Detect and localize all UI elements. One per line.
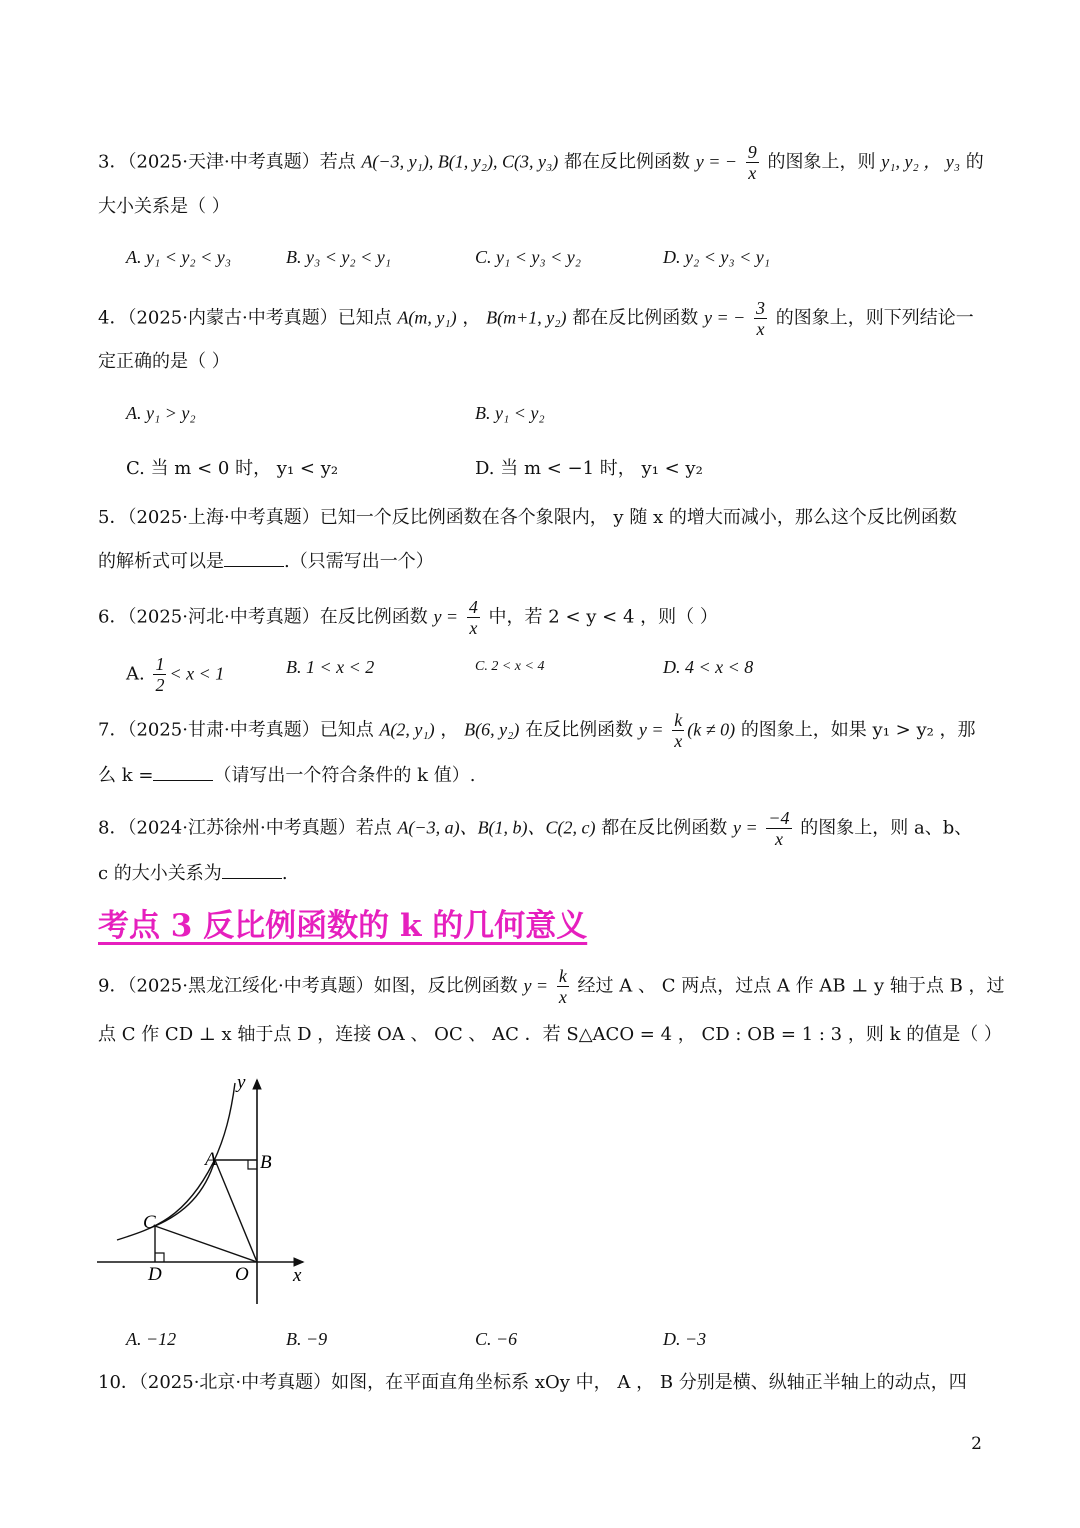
q4-frac-den: x bbox=[756, 319, 765, 339]
section-heading: 考点 3 反比例函数的 k 的几何意义 bbox=[98, 908, 588, 944]
q4-option-b[interactable]: B. y₁ < y₂ bbox=[475, 403, 545, 423]
fig-label-x: x bbox=[293, 1265, 302, 1286]
q7-frac-num: k bbox=[674, 710, 683, 730]
q7-frac-den: x bbox=[674, 731, 683, 751]
q9-option-c[interactable]: C. −6 bbox=[475, 1329, 518, 1349]
q9-line1 bbox=[98, 966, 1005, 1007]
q8-line1 bbox=[98, 808, 972, 849]
q7-line2 bbox=[98, 762, 476, 789]
q5-answer-blank[interactable] bbox=[224, 548, 284, 567]
q6-option-a-den: 2 bbox=[155, 675, 165, 695]
q9-fraction bbox=[557, 966, 569, 1007]
q8-frac-den: x bbox=[774, 829, 783, 849]
q4-frac-num: 3 bbox=[756, 298, 766, 318]
q8-line2 bbox=[98, 860, 288, 887]
q7-fraction bbox=[672, 710, 684, 751]
q9-yeq: y = bbox=[523, 975, 549, 996]
q7-condition: (k ≠ 0) bbox=[687, 719, 736, 740]
q6-stem: 6．（2025·河北·中考真题）在反比例函数 bbox=[98, 606, 428, 628]
q7-text4: （请写出一个符合条件的 k 值）. bbox=[213, 765, 476, 786]
q9-text: 经过 A 、 C 两点，过点 A 作 AB ⊥ y 轴于点 B ，过 bbox=[577, 975, 1005, 997]
q7-line1 bbox=[98, 710, 976, 751]
q9-line2: 点 C 作 CD ⊥ x 轴于点 D ，连接 OA 、 OC 、 AC ．若 S△ACO = 4 ， CD : OB = 1 : 3 ，则 k 的值是（ ） bbox=[98, 1024, 1002, 1045]
q8-yeq: y = bbox=[733, 817, 758, 838]
q4-line2: 定正确的是（ ） bbox=[98, 351, 230, 372]
q6-option-d[interactable]: D. 4 < x < 8 bbox=[663, 657, 754, 677]
q5-text: 的解析式可以是 bbox=[98, 551, 224, 572]
q3-points: A(−3, y₁), B(1, y₂), C(3, y₃) bbox=[361, 151, 559, 172]
q9-option-b[interactable]: B. −9 bbox=[286, 1329, 328, 1349]
q3-fraction bbox=[746, 142, 759, 183]
q9-option-d[interactable]: D. −3 bbox=[663, 1329, 707, 1349]
q3-frac-den: x bbox=[748, 163, 757, 183]
q7-answer-blank[interactable] bbox=[153, 762, 213, 781]
q8-fraction bbox=[766, 808, 791, 849]
q6-option-a-fraction bbox=[153, 654, 166, 695]
q7-point-b: B(6, y₂) bbox=[464, 719, 520, 740]
q4-fraction bbox=[754, 298, 767, 339]
fig-label-d: D bbox=[148, 1264, 162, 1285]
q9-stem: 9．（2025·黑龙江绥化·中考真题）如图，反比例函数 bbox=[98, 975, 518, 997]
q7-text3: 么 k = bbox=[98, 765, 154, 786]
q3-stem: 3．（2025·天津·中考真题）若点 bbox=[98, 151, 356, 173]
q6-line1 bbox=[98, 597, 718, 638]
q4-point-a: A(m, y₁) bbox=[397, 307, 457, 328]
q6-frac-num: 4 bbox=[468, 597, 478, 617]
q6-option-a[interactable] bbox=[126, 654, 224, 695]
page-number: 2 bbox=[971, 1434, 982, 1454]
q6-option-a-rest: < x < 1 bbox=[169, 663, 225, 684]
q4-option-d[interactable]: D. 当 m < −1 时， y₁ < y₂ bbox=[475, 458, 703, 479]
q7-stem: 7．（2025·甘肃·中考真题）已知点 bbox=[98, 719, 374, 741]
q6-yeq: y = bbox=[433, 606, 459, 627]
q3-line1 bbox=[98, 142, 984, 183]
q10-line1: 10．（2025·北京·中考真题）如图，在平面直角坐标系 xOy 中， A ， B 分别是横、纵轴正半轴上的动点，四 bbox=[98, 1372, 967, 1393]
q8-points: A(−3, a)、B(1, b)、C(2, c) bbox=[397, 817, 596, 838]
q4-option-a[interactable]: A. y₁ > y₂ bbox=[126, 403, 196, 423]
q4-line1 bbox=[98, 298, 974, 339]
q6-option-c[interactable]: C. 2 < x < 4 bbox=[475, 659, 545, 674]
fig-label-a: A bbox=[205, 1149, 217, 1170]
hyperbola-curve bbox=[117, 1083, 235, 1240]
q6-frac-den: x bbox=[469, 618, 478, 638]
q3-option-d[interactable]: D. y₂ < y₃ < y₁ bbox=[663, 247, 771, 267]
q7-sep: ， bbox=[440, 719, 459, 741]
q3-option-c[interactable]: C. y₁ < y₃ < y₂ bbox=[475, 247, 582, 267]
q8-stem: 8．（2024·江苏徐州·中考真题）若点 bbox=[98, 817, 392, 839]
q7-yeq: y = bbox=[638, 719, 664, 740]
q4-text2: 的图象上，则下列结论一 bbox=[775, 307, 974, 329]
q3-line2: 大小关系是（ ） bbox=[98, 196, 230, 217]
q8-answer-blank[interactable] bbox=[222, 860, 282, 879]
right-angle-b bbox=[248, 1160, 257, 1169]
q3-yeq: y = − bbox=[695, 151, 738, 172]
q6-option-a-label: A. bbox=[126, 663, 145, 685]
q4-text: 都在反比例函数 bbox=[572, 307, 699, 329]
q3-option-a[interactable]: A. y₁ < y₂ < y₃ bbox=[126, 247, 232, 267]
q3-text2: 的图象上，则 bbox=[767, 151, 876, 173]
q8-text2: 的图象上，则 a、b、 bbox=[800, 817, 973, 839]
q7-point-a: A(2, y₁) bbox=[379, 719, 435, 740]
q4-yeq: y = − bbox=[704, 307, 746, 328]
q3-text: 都在反比例函数 bbox=[564, 151, 691, 173]
q4-point-b: B(m+1, y₂) bbox=[486, 307, 567, 328]
q8-frac-num: −4 bbox=[768, 808, 790, 828]
q6-option-a-num: 1 bbox=[155, 654, 165, 674]
q9-option-a[interactable]: A. −12 bbox=[126, 1329, 177, 1349]
q3-ys: y₁, y₂ ， y₃ bbox=[881, 151, 961, 172]
q4-sep: ， bbox=[462, 307, 481, 329]
q7-text2: 的图象上，如果 y₁ > y₂ ，那 bbox=[740, 719, 976, 741]
segment-ao bbox=[215, 1160, 257, 1262]
segment-co bbox=[155, 1226, 257, 1262]
fig-label-c: C bbox=[143, 1212, 156, 1233]
fig-label-b: B bbox=[260, 1152, 272, 1173]
q8-text4: . bbox=[281, 863, 288, 884]
q5-text2: .（只需写出一个） bbox=[284, 551, 434, 572]
fig-label-y: y bbox=[237, 1072, 246, 1093]
q3-text3: 的 bbox=[965, 151, 984, 173]
q6-text: 中，若 2 < y < 4 ，则（ ） bbox=[488, 606, 718, 628]
q8-text3: c 的大小关系为 bbox=[98, 863, 222, 884]
q5-line2 bbox=[98, 548, 434, 575]
q3-option-b[interactable]: B. y₃ < y₂ < y₁ bbox=[286, 247, 392, 267]
q3-frac-num: 9 bbox=[747, 142, 757, 162]
q4-stem: 4．（2025·内蒙古·中考真题）已知点 bbox=[98, 307, 392, 329]
q6-fraction bbox=[467, 597, 480, 638]
q8-text: 都在反比例函数 bbox=[601, 817, 728, 839]
q6-option-b[interactable]: B. 1 < x < 2 bbox=[286, 657, 375, 677]
q7-text: 在反比例函数 bbox=[525, 719, 634, 741]
q9-frac-num: k bbox=[558, 966, 567, 986]
fig-label-o: O bbox=[235, 1264, 249, 1285]
right-angle-d bbox=[155, 1253, 164, 1262]
q9-frac-den: x bbox=[558, 987, 567, 1007]
q9-figure bbox=[95, 1068, 315, 1308]
q4-option-c[interactable]: C. 当 m < 0 时， y₁ < y₂ bbox=[126, 458, 339, 479]
q5-line1: 5．（2025·上海·中考真题）已知一个反比例函数在各个象限内， y 随 x 的增大而减小，那么这个反比例函数 bbox=[98, 507, 957, 528]
